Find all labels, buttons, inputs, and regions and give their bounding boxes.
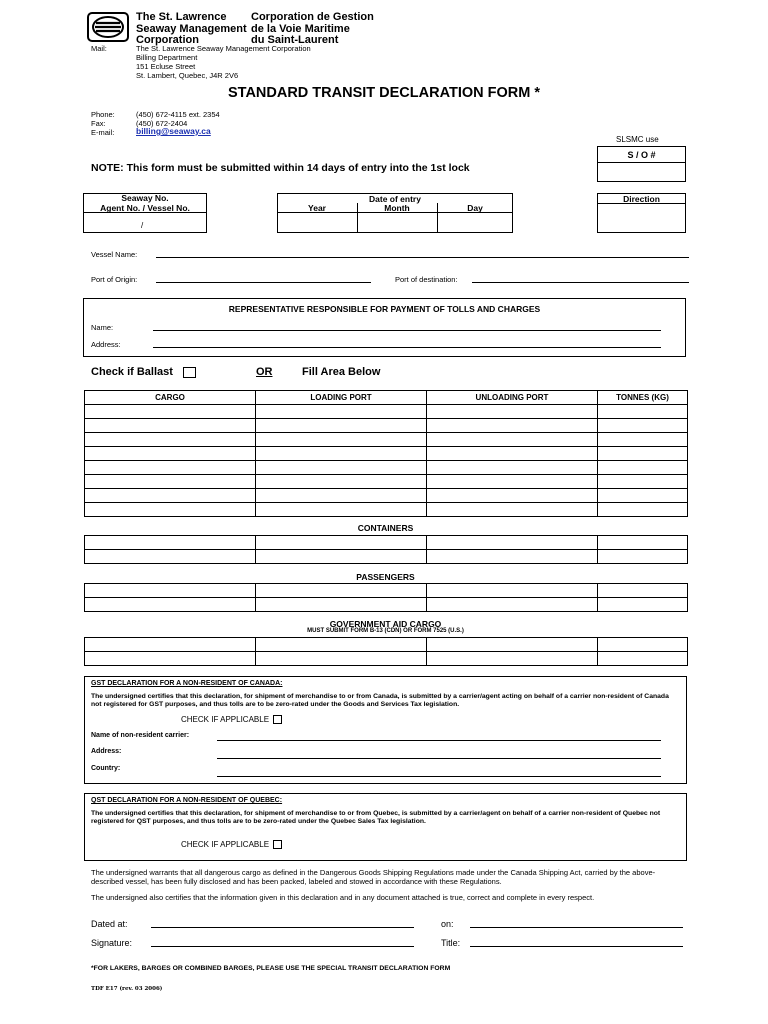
- on-label: on:: [441, 919, 454, 929]
- on-date-field[interactable]: [470, 927, 683, 928]
- cargo-table: [84, 390, 688, 517]
- rep-name-label: Name:: [91, 323, 114, 332]
- contact-values: (450) 672-4115 ext. 2354 (450) 672-2404: [136, 110, 220, 128]
- page-title: STANDARD TRANSIT DECLARATION FORM *: [228, 85, 540, 101]
- gov-aid-table: [84, 637, 688, 666]
- gst-address-label: Address:: [91, 748, 122, 755]
- cargo-header: CARGO: [85, 391, 256, 405]
- org-name-en: The St. Lawrence Seaway Management Corporation: [136, 11, 247, 46]
- gov-aid-subtitle: MUST SUBMIT FORM B-13 (CDN) OR FORM 7525 (U.S.): [307, 628, 464, 634]
- or-label: OR: [256, 366, 273, 378]
- table-row: [85, 638, 688, 652]
- contact-labels: Phone: Fax: E-mail:: [91, 110, 115, 137]
- loading-port-header: LOADING PORT: [256, 391, 427, 405]
- port-origin-label: Port of Origin:: [91, 275, 138, 284]
- dated-at-label: Dated at:: [91, 919, 128, 929]
- tonnes-header: TONNES (KG): [598, 391, 688, 405]
- gst-address-field-1[interactable]: [217, 758, 661, 759]
- qst-checkbox[interactable]: [273, 840, 282, 849]
- table-row: [85, 598, 688, 612]
- table-row: [85, 447, 688, 461]
- check-ballast[interactable]: Check if Ballast: [91, 366, 196, 378]
- rep-name-field[interactable]: [153, 330, 661, 331]
- direction-header: Direction: [623, 194, 660, 204]
- containers-table: [84, 535, 688, 564]
- gst-checkbox[interactable]: [273, 715, 282, 724]
- table-row: [85, 503, 688, 517]
- org-name-fr: Corporation de Gestion de la Voie Maritime du Saint-Laurent: [251, 11, 374, 46]
- table-row: [85, 475, 688, 489]
- day-header: Day: [467, 203, 483, 213]
- gst-title: GST DECLARATION FOR A NON-RESIDENT OF CANADA:: [91, 680, 283, 687]
- unloading-port-header: UNLOADING PORT: [427, 391, 598, 405]
- seaway-logo: [87, 12, 129, 42]
- slsmc-use-label: SLSMC use: [616, 135, 659, 144]
- gst-text: The undersigned certifies that this declaration, for shipment of merchandise to or from Canada, is submitted by a carrier/agent acting on behalf of a carrier non-resident of Canada not registered for GST purposes, and thus tolls are to be zero-rated under the Goods and Services Tax legislation.: [91, 693, 669, 708]
- port-destination-label: Port of destination:: [395, 275, 458, 284]
- footnote: *FOR LAKERS, BARGES OR COMBINED BARGES, PLEASE USE THE SPECIAL TRANSIT DECLARATION FORM: [91, 965, 451, 972]
- dated-at-field[interactable]: [151, 927, 414, 928]
- port-destination-field[interactable]: [472, 282, 689, 283]
- rep-address-field[interactable]: [153, 347, 661, 348]
- table-row: [85, 433, 688, 447]
- so-label: S / O #: [627, 150, 656, 160]
- table-row: [85, 550, 688, 564]
- qst-title: QST DECLARATION FOR A NON-RESIDENT OF QUEBEC:: [91, 797, 283, 804]
- month-header: Month: [384, 203, 410, 213]
- table-row: [85, 652, 688, 666]
- gov-aid-title: GOVERNMENT AID CARGO: [329, 619, 442, 629]
- date-of-entry-title: Date of entry: [369, 194, 421, 204]
- title-label: Title:: [441, 938, 461, 948]
- vessel-name-field[interactable]: [156, 257, 689, 258]
- seaway-no-header: Seaway No. Agent No. / Vessel No.: [100, 193, 190, 213]
- gst-country-label: Country:: [91, 765, 121, 772]
- gst-carrier-label: Name of non-resident carrier:: [91, 732, 190, 739]
- seaway-slash: /: [141, 221, 144, 230]
- year-header: Year: [308, 203, 326, 213]
- gst-carrier-field[interactable]: [217, 740, 661, 741]
- table-row: [85, 405, 688, 419]
- signature-field[interactable]: [151, 946, 414, 947]
- vessel-name-label: Vessel Name:: [91, 250, 138, 259]
- table-row: [85, 461, 688, 475]
- form-id: TDF E17 (rev. 03 2006): [91, 986, 163, 992]
- certification-statement: The undersigned also certifies that the information given in this declaration and in any document attached is true, correct and complete in every respect.: [91, 893, 595, 902]
- table-row: [85, 489, 688, 503]
- table-row: [85, 584, 688, 598]
- title-field[interactable]: [470, 946, 683, 947]
- note-text: NOTE: This form must be submitted within 14 days of entry into the 1st lock: [91, 162, 470, 174]
- gst-country-field[interactable]: [217, 776, 661, 777]
- rep-address-label: Address:: [91, 340, 121, 349]
- dangerous-goods-warranty: The undersigned warrants that all dangerous cargo as defined in the Dangerous Goods Shipping Regulations made under the Canada Shipping Act, carried by the above-described vessel, has been fully disclosed and has been packed, labeled and stowed in accordance with these Regulations.: [91, 868, 656, 886]
- passengers-title: PASSENGERS: [356, 572, 415, 582]
- mail-label: Mail:: [91, 44, 107, 53]
- containers-title: CONTAINERS: [357, 523, 414, 533]
- table-row: [85, 419, 688, 433]
- table-row: [85, 536, 688, 550]
- email-link[interactable]: billing@seaway.ca: [136, 126, 211, 136]
- mail-address: The St. Lawrence Seaway Management Corporation Billing Department 151 Ecluse Street St. Lambert, Quebec, J4R 2V6: [136, 44, 311, 80]
- qst-text: The undersigned certifies that this declaration, for shipment of merchandise to or from Quebec, is submitted by a carrier/agent on behalf of a carrier non-resident of Quebec not registered for QST purposes, and thus tolls are to be zero-rated under the Quebec Sales Tax legislation.: [91, 810, 661, 825]
- passengers-table: [84, 583, 688, 612]
- gst-check[interactable]: CHECK IF APPLICABLE: [181, 715, 282, 724]
- qst-check[interactable]: CHECK IF APPLICABLE: [181, 840, 282, 849]
- signature-label: Signature:: [91, 938, 133, 948]
- representative-title: REPRESENTATIVE RESPONSIBLE FOR PAYMENT OF TOLLS AND CHARGES: [228, 304, 541, 314]
- port-origin-field[interactable]: [156, 282, 371, 283]
- ballast-checkbox[interactable]: [183, 367, 196, 378]
- fill-area-label: Fill Area Below: [302, 366, 381, 378]
